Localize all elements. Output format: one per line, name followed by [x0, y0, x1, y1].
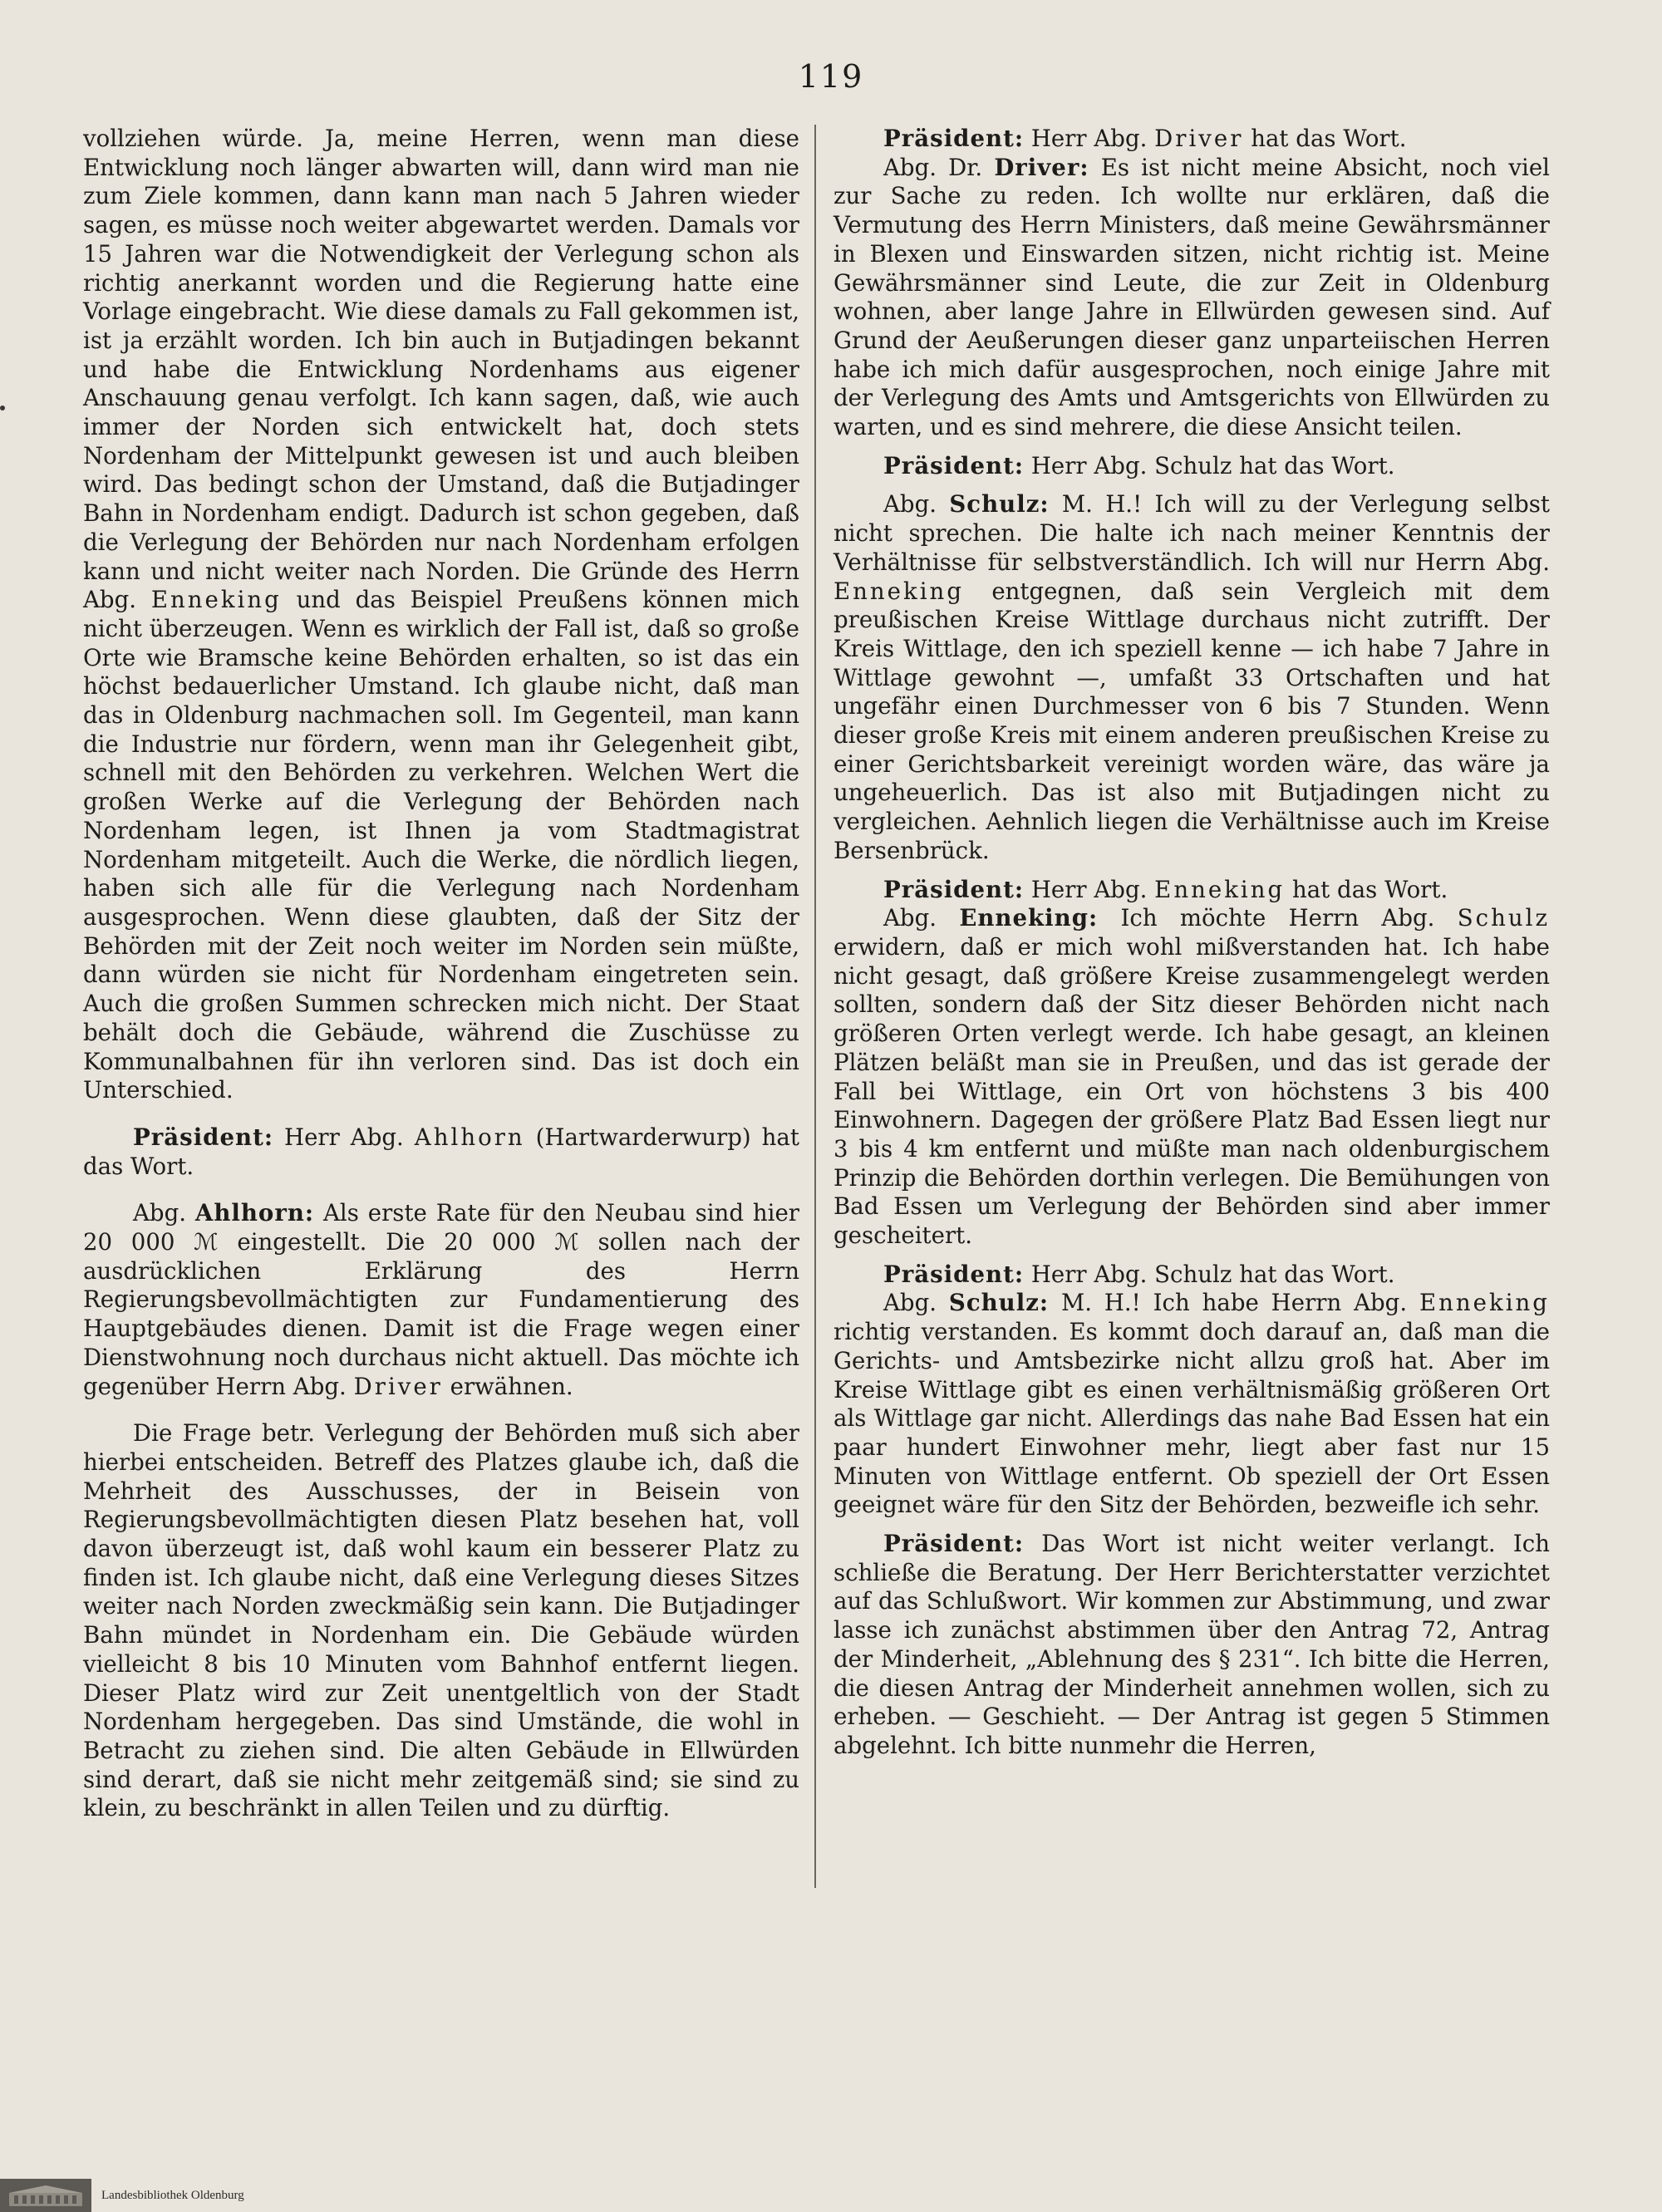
paragraph-president: Präsident: Herr Abg. Schulz hat das Wort.: [883, 1260, 1395, 1288]
paragraph-speech-enneking: Abg. Enneking: Ich möchte Herrn Abg. Schulz erwidern, daß er mich wohl mißverstanden hat. Ich habe nicht gesagt, daß größere Kreise zusammengelegt werden sollten, sondern daß der Sitz dieser Behörden nicht nach größeren Orten verlegt werde. Ich habe gesagt, an kleinen Plätzen beläßt man sie in Preußen, und das ist gerade der Fall bei Wittlage, ein Ort von höchstens 3 bis 400 Einwohnern. Dagegen der größere Platz Bad Essen liegt nur 3 bis 4 km entfernt und müßte man nach oldenburgischem Prinzip die Behörden dorthin verlegen. Die Bemühungen von Bad Essen um Verlegung der Behörden sind aber immer gescheitert.: [833, 904, 1551, 1250]
speaker-name: Ahlhorn: [414, 1123, 525, 1151]
column-divider: [814, 125, 816, 1888]
speaker-label: Präsident:: [133, 1123, 274, 1151]
paragraph-speech-schulz: Abg. Schulz: M. H.! Ich habe Herrn Abg. Enneking richtig verstanden. Es kommt doch darauf an, daß man die Gerichts- und Amtsbezirke nicht allzu groß hat. Aber im Kreise Wittlage gibt es einen verhältnismäßig größeren Ort als Wittlage gar nicht. Allerdings das nahe Bad Essen hat ein paar hundert Einwohner mehr, liegt aber fast nur 15 Minuten von Wittlage entfernt. Ob speziell der Ort Essen geeignet wäre für den Sitz der Behörden, bezweifle ich sehr.: [833, 1289, 1550, 1519]
paragraph-president: Präsident: Herr Abg. Enneking hat das Wort.: [883, 875, 1448, 903]
library-name: Landesbibliothek Oldenburg: [101, 2188, 244, 2202]
paragraph-speech-ahlhorn: Abg. Ahlhorn: Als erste Rate für den Neubau sind hier 20 000 ℳ eingestellt. Die 20 000 ℳ sollen nach der ausdrücklichen Erklärung des Herrn Regierungsbevollmächtigten zur Fundamentierung des Hauptgebäudes dienen. Damit ist die Frage wegen einer Dienstwohnung noch durchaus nicht aktuell. Das möchte ich gegenüber Herrn Abg. Driver erwähnen.: [83, 1199, 799, 1400]
paragraph-speech-driver: Abg. Dr. Driver: Es ist nicht meine Absicht, noch viel zur Sache zu reden. Ich wollte nur erklären, daß die Vermutung des Herrn Ministers, daß meine Gewährsmänner in Blexen und Einswarden sitzen, nicht richtig ist. Meine Gewährsmänner sind Leute, die zur Zeit in Oldenburg wohnen, aber lange Jahre in Ellwürden gewesen sind. Auf Grund der Aeußerungen dieser ganz unparteiischen Herren habe ich mich dafür ausgesprochen, noch einige Jahre mit der Verlegung des Amts und Amtsgerichts von Ellwürden zu warten, und es sind mehrere, die diese Ansicht teilen.: [833, 153, 1550, 441]
library-building-icon: [0, 2179, 91, 2212]
speaker-name: Schulz: [1457, 904, 1551, 932]
speaker-name: Enneking: [1419, 1289, 1550, 1317]
right-column: [833, 125, 1550, 1761]
paragraph-president: Präsident: Herr Abg. Schulz hat das Wort.: [883, 451, 1395, 479]
footer: [0, 2179, 1662, 2212]
speaker-label: Driver:: [994, 153, 1089, 181]
speaker-label: Präsident:: [883, 1260, 1025, 1288]
scan-edge-mark: [0, 406, 5, 410]
speaker-label: Schulz:: [949, 490, 1050, 519]
paragraph-speech-continuation: vollziehen würde. Ja, meine Herren, wenn man diese Entwicklung noch länger abwarten will, dann wird man nie zum Ziele kommen, dann kann man nach 5 Jahren wieder sagen, es müsse noch weiter abgewartet werden. Damals vor 15 Jahren war die Notwendigkeit der Verlegung schon als richtig anerkannt worden und die Regierung hatte eine Vorlage eingebracht. Wie diese damals zu Fall gekommen ist, ist ja erzählt worden. Ich bin auch in Butjadingen bekannt und habe die Entwicklung Nordenhams aus eigener Anschauung genau verfolgt. Ich kann sagen, daß, wie auch immer der Norden sich entwickelt hat, doch stets Nordenham der Mittelpunkt gewesen ist und auch bleiben wird. Das bedingt schon der Umstand, daß die Butjadinger Bahn in Nordenham endigt. Dadurch ist schon gegeben, daß die Verlegung der Behörden nur nach Nordenham erfolgen kann und nicht weiter nach Norden. Die Gründe des Herrn Abg. Enneking und das Beispiel Preußens können mich nicht überzeugen. Wenn es wirklich der Fall ist, daß so große Orte wie Bramsche keine Behörden erhalten, so ist das ein höchst bedauerlicher Umstand. Ich glaube nicht, daß man das in Oldenburg nachmachen soll. Im Gegenteil, man kann die Industrie nur fördern, wenn man ihr Gelegenheit gibt, schnell mit den Behörden zu verkehren. Welchen Wert die großen Werke auf die Verlegung der Behörden nach Nordenham legen, ist Ihnen ja vom Stadtmagistrat Nordenham mitgeteilt. Auch die Werke, die nördlich liegen, haben sich alle für die Verlegung nach Nordenham ausgesprochen. Wenn diese glaubten, daß der Sitz der Behörden mit der Zeit noch weiter im Norden sein müßte, dann würden sie nicht für Nordenham eingetreten sein. Auch die großen Summen schrecken mich nicht. Der Staat behält doch die Gebäude, während die Zuschüsse zu Kommunalbahnen für ihn verloren sind. Das ist doch ein Unterschied.: [83, 125, 800, 1104]
speaker-name: Driver: [1154, 125, 1244, 152]
left-column: [83, 125, 799, 1823]
speaker-name: Enneking: [1154, 875, 1286, 903]
page-number: 119: [798, 58, 864, 95]
paragraph-president: Präsident: Herr Abg. Ahlhorn (Hartwarderwurp) hat das Wort.: [83, 1123, 799, 1180]
speaker-name: Enneking: [833, 577, 964, 605]
paragraph-president: Präsident: Herr Abg. Driver hat das Wort.: [883, 125, 1407, 152]
speaker-label: Präsident:: [883, 125, 1025, 152]
paragraph-president: Präsident: Das Wort ist nicht weiter verlangt. Ich schließe die Beratung. Der Herr Berichterstatter verzichtet auf das Schlußwort. Wir kommen zur Abstimmung, und zwar lasse ich zunächst abstimmen über den Antrag 72, Antrag der Minderheit, „Ablehnung des § 231“. Ich bitte die Herren, die diesen Antrag der Minderheit annehmen wollen, sich zu erheben. — Geschieht. — Der Antrag ist gegen 5 Stimmen abgelehnt. Ich bitte nunmehr die Herren,: [833, 1530, 1550, 1759]
speaker-name: Driver: [353, 1372, 443, 1400]
speaker-label: Präsident:: [883, 1530, 1025, 1558]
speaker-label: Präsident:: [883, 451, 1025, 479]
speaker-label: Schulz:: [948, 1289, 1050, 1317]
speaker-name: Enneking: [150, 586, 282, 614]
paragraph-speech-ahlhorn-continued: Die Frage betr. Verlegung der Behörden muß sich aber hierbei entscheiden. Betreff des Platzes glaube ich, daß die Mehrheit des Ausschusses, der in Beisein von Regierungsbevollmächtigten diesen Platz besehen hat, voll davon überzeugt ist, daß wohl kaum ein besserer Platz zu finden ist. Ich glaube nicht, daß eine Verlegung dieses Sitzes weiter nach Norden zweckmäßig sein kann. Die Butjadinger Bahn mündet in Nordenham ein. Die Gebäude würden vielleicht 8 bis 10 Minuten vom Bahnhof entfernt liegen. Dieser Platz wird zur Zeit unentgeltlich von der Stadt Nordenham hergegeben. Das sind Umstände, die wohl in Betracht zu ziehen sind. Die alten Gebäude in Ellwürden sind derart, daß sie nicht mehr zeitgemäß sind; sie sind zu klein, zu beschränkt in allen Teilen und zu dürftig.: [83, 1419, 799, 1822]
paragraph-speech-schulz: Abg. Schulz: M. H.! Ich will zu der Verlegung selbst nicht sprechen. Die halte ich nach meiner Kenntnis der Verhältnisse für selbstverständlich. Ich will nur Herrn Abg. Enneking entgegnen, daß sein Vergleich mit dem preußischen Kreise Wittlage durchaus nicht zutrifft. Der Kreis Wittlage, den ich speziell kenne — ich habe 7 Jahre in Wittlage gewohnt —, umfaßt 33 Ortschaften und hat ungefähr einen Durchmesser von 6 bis 7 Stunden. Wenn dieser große Kreis mit einem anderen preußischen Kreise zu einer Gerichtsbarkeit vereinigt worden wäre, das wäre ja ungeheuerlich. Das ist also mit Butjadingen nicht zu vergleichen. Aehnlich liegen die Verhältnisse auch im Kreise Bersenbrück.: [833, 490, 1550, 864]
speaker-label: Ahlhorn:: [194, 1199, 315, 1227]
speaker-label: Enneking:: [959, 904, 1099, 932]
speaker-label: Präsident:: [883, 875, 1025, 903]
